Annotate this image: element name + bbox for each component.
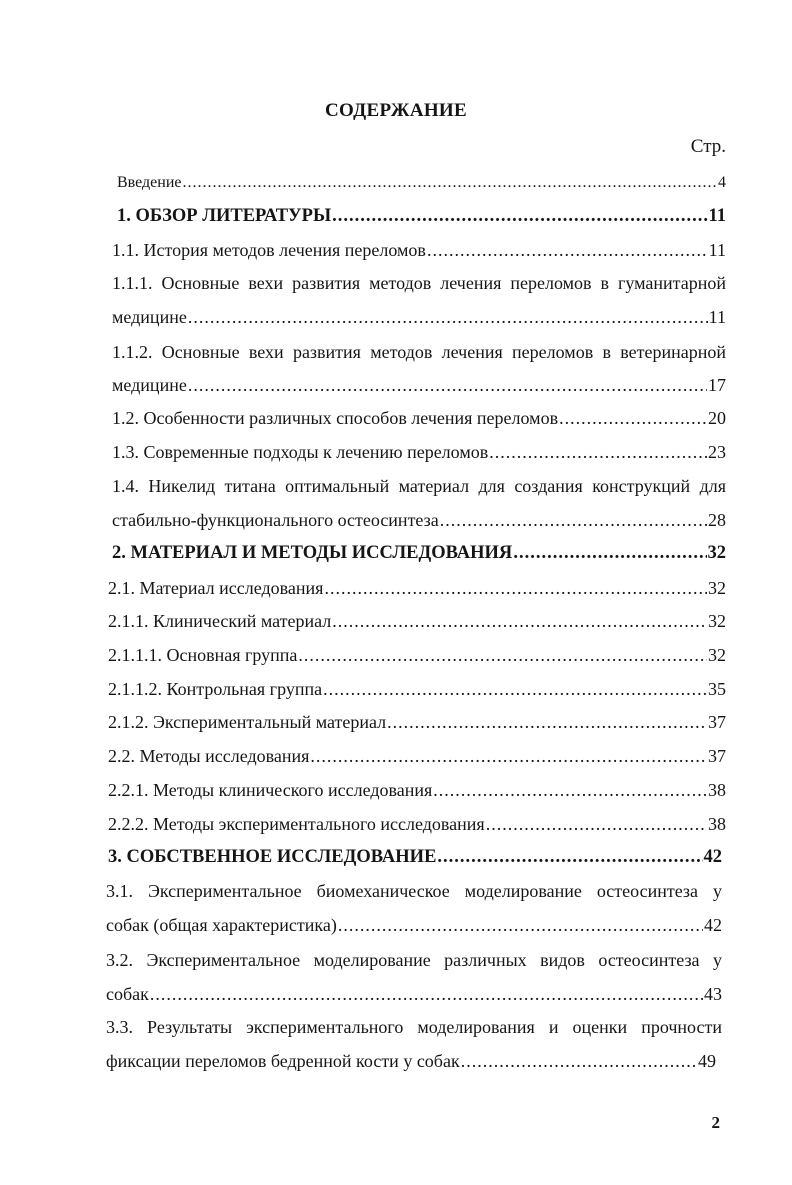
toc-entry-title: медицине — [112, 307, 187, 327]
toc-leader-dots — [188, 306, 708, 328]
toc-leader-dots — [489, 441, 707, 463]
toc-entry-3-1-line1[interactable] — [106, 880, 722, 902]
toc-leader-dots — [183, 172, 718, 194]
toc-entry-2-1-2[interactable] — [108, 711, 726, 733]
toc-leader-dots — [486, 813, 707, 835]
toc-entry-page: 32 — [708, 611, 726, 631]
toc-entry-title: 1.1. История методов лечения переломов — [112, 240, 426, 260]
toc-entry-title: 1.3. Современные подходы к лечению переломов — [112, 442, 489, 462]
toc-entry-title: 2.1.1. Клинический материал — [108, 611, 332, 631]
toc-leader-dots — [298, 644, 707, 666]
toc-entry-page: 28 — [708, 510, 726, 530]
toc-entry-title: Введение — [117, 174, 182, 191]
toc-entry-page: 49 — [698, 1051, 716, 1071]
toc-entry-1-2[interactable] — [112, 407, 726, 429]
toc-entry-1-4-line2[interactable] — [112, 509, 726, 531]
toc-entry-page: 32 — [708, 645, 726, 665]
page-title: СОДЕРЖАНИЕ — [325, 100, 467, 121]
toc-entry-2-1[interactable] — [108, 577, 726, 599]
toc-leader-dots — [387, 711, 707, 733]
toc-entry-title: 2.1.1.2. Контрольная группа — [108, 679, 323, 699]
toc-entry-page: 42 — [703, 847, 722, 867]
toc-leader-dots — [427, 239, 708, 261]
toc-entry-chapter-1[interactable] — [117, 205, 726, 227]
toc-leader-dots — [461, 1050, 697, 1072]
toc-entry-page: 20 — [708, 408, 726, 428]
toc-entry-page: 17 — [708, 375, 726, 395]
toc-leader-dots — [513, 542, 706, 564]
toc-entry-page: 32 — [708, 578, 726, 598]
toc-entry-title: 1.4. Никелид титана оптимальный материал для создания конструкций для — [112, 476, 726, 496]
toc-leader-dots — [440, 509, 707, 531]
toc-entry-page: 23 — [708, 442, 726, 462]
toc-entry-title: стабильно-функционального остеосинтеза — [112, 510, 439, 530]
toc-entry-1-4-line1[interactable] — [112, 475, 726, 497]
toc-entry-title: 1.1.2. Основные вехи развития методов лечения переломов в ветеринарной — [112, 342, 726, 362]
toc-entry-title: 3.2. Экспериментальное моделирование различных видов остеосинтеза у — [106, 950, 722, 970]
toc-entry-2-2-1[interactable] — [108, 779, 726, 801]
toc-entry-1-1-2-line2[interactable] — [112, 374, 726, 396]
toc-entry-3-3-line1[interactable] — [106, 1016, 722, 1038]
toc-entry-title: 3.1. Экспериментальное биомеханическое моделирование остеосинтеза у — [106, 881, 722, 901]
toc-entry-page: 11 — [708, 240, 726, 260]
toc-entry-title: 2.2. Методы исследования — [108, 746, 310, 766]
toc-entry-title: собак (общая характеристика) — [106, 915, 337, 935]
toc-entry-title: 2.2.1. Методы клинического исследования — [108, 780, 433, 800]
toc-entry-title: 1. ОБЗОР ЛИТЕРАТУРЫ — [117, 206, 332, 226]
toc-leader-dots — [332, 610, 707, 632]
toc-entry-2-1-1-1[interactable] — [108, 644, 726, 666]
toc-entry-page: 42 — [704, 915, 722, 935]
toc-entry-title: 2.2.2. Методы экспериментального исследования — [108, 814, 485, 834]
toc-entry-1-1-1-line1[interactable] — [112, 272, 726, 294]
toc-entry-1-3[interactable] — [112, 441, 726, 463]
toc-leader-dots — [310, 745, 707, 767]
toc-entry-2-2[interactable] — [108, 745, 726, 767]
toc-entry-page: 4 — [718, 174, 726, 191]
toc-entry-1-1-1-line2[interactable] — [112, 306, 726, 328]
toc-leader-dots — [332, 205, 707, 227]
toc-entry-page: 38 — [708, 780, 726, 800]
toc-entry-title: 1.2. Особенности различных способов лечения переломов — [112, 408, 559, 428]
toc-leader-dots — [188, 374, 707, 396]
toc-entry-page: 32 — [707, 543, 726, 563]
toc-leader-dots — [437, 846, 702, 868]
toc-entry-page: 37 — [708, 746, 726, 766]
toc-entry-page: 38 — [708, 814, 726, 834]
toc-entry-title: 1.1.1. Основные вехи развития методов лечения переломов в гуманитарной — [112, 273, 726, 293]
toc-entry-page: 11 — [708, 206, 726, 226]
toc-entry-title: 2.1.1.1. Основная группа — [108, 645, 298, 665]
toc-entry-title: 2.1.2. Экспериментальный материал — [108, 712, 387, 732]
toc-entry-2-1-1-2[interactable] — [108, 678, 726, 700]
toc-entry-title: медицине — [112, 375, 187, 395]
toc-leader-dots — [559, 407, 707, 429]
toc-entry-page: 11 — [708, 307, 726, 327]
toc-entry-chapter-3[interactable] — [108, 846, 722, 868]
toc-entry-title: фиксации переломов бедренной кости у собак — [106, 1051, 460, 1071]
toc-entry-3-2-line1[interactable] — [106, 949, 722, 971]
toc-entry-3-1-line2[interactable] — [106, 914, 722, 936]
toc-entry-title: собак — [106, 984, 149, 1004]
toc-entry-page: 43 — [704, 984, 722, 1004]
toc-entry-3-2-line2[interactable] — [106, 983, 722, 1005]
toc-entry-title: 2.1. Материал исследования — [108, 578, 324, 598]
page-column-label: Стр. — [690, 136, 726, 157]
page-number: 2 — [711, 1113, 720, 1132]
toc-leader-dots — [433, 779, 707, 801]
toc-entry-2-1-1[interactable] — [108, 610, 726, 632]
toc-entry-1-1[interactable] — [112, 239, 726, 261]
toc-leader-dots — [324, 577, 707, 599]
toc-entry-2-2-2[interactable] — [108, 813, 726, 835]
toc-entry-chapter-2[interactable] — [112, 542, 726, 564]
toc-entry-1-1-2-line1[interactable] — [112, 341, 726, 363]
toc-entry-page: 37 — [708, 712, 726, 732]
toc-entry-3-3-line2[interactable] — [106, 1050, 716, 1072]
toc-entry-title: 3.3. Результаты экспериментального моделирования и оценки прочности — [106, 1017, 722, 1037]
toc-leader-dots — [338, 914, 703, 936]
toc-entry-title: 2. МАТЕРИАЛ И МЕТОДЫ ИССЛЕДОВАНИЯ — [112, 543, 513, 563]
toc-entry-page: 35 — [708, 679, 726, 699]
toc-entry-introduction[interactable] — [117, 172, 726, 194]
toc-entry-title: 3. СОБСТВЕННОЕ ИССЛЕДОВАНИЕ — [108, 847, 437, 867]
toc-leader-dots — [150, 983, 703, 1005]
toc-leader-dots — [323, 678, 707, 700]
